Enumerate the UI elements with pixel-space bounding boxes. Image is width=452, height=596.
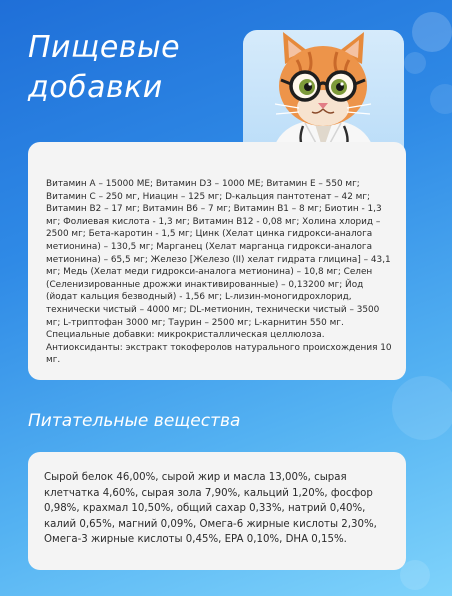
decor-bubble <box>430 84 452 114</box>
page-title-line-1: Пищевые <box>28 30 181 65</box>
supplements-panel <box>28 142 406 380</box>
supplements-text: Витамин А – 15000 МЕ; Витамин D3 – 1000 МЕ; Витамин Е – 550 мг; Витамин С – 250 мг, Ниацин – 125 мг; D-кальция пантотенат – 42 мг; Витамин В2 – 17 мг; Витамин В6 – 7 мг; Витамин В1 – 8 мг; Биотин - 1,3 мг; Фолиевая кислота - 1,3 мг; Витамин В12 - 0,08 мг; Холина хлорид – 2500 мг; Бета-каротин - 1,5 мг; Цинк (Хелат цинка гидрокси-аналога метионина) – 130,5 мг; Марганец (Хелат марганца гидрокси-аналога метионина) – 65,5 мг; Железо [Железо (II) хелат гидрата глицина] – 43,1 мг; Медь (Хелат меди гидрокси-аналога метионина) – 10,8 мг; Селен (Селенизированные дрожжи инактивированные) – 0,13200 мг; Йод (йодат кальция безводный) - 1,56 мг; L-лизин-моногидрохлорид, технически чистый – 4000 мг; DL-метионин, технически чистый – 3500 мг; L-триптофан 3000 мг; Таурин – 2500 мг; L-карнитин 550 мг. Специальные добавки: микрокристаллическая целлюлоза. Антиоксиданты: экстракт токоферолов натурального происхождения 10 мг. <box>46 179 392 366</box>
decor-bubble <box>392 376 452 440</box>
page-title-line-2: добавки <box>28 70 163 105</box>
decor-bubble <box>412 12 452 52</box>
nutrients-panel <box>28 452 406 570</box>
nutrients-heading: Питательные вещества <box>28 411 241 431</box>
page-title <box>28 28 180 108</box>
decor-bubble <box>400 560 430 590</box>
decor-bubble <box>404 52 426 74</box>
nutrients-text: Сырой белок 46,00%, сырой жир и масла 13,00%, сырая клетчатка 4,60%, сырая зола 7,90%, кальций 1,20%, фосфор 0,98%, крахмал 10,50%, общий сахар 0,33%, натрий 0,40%, калий 0,65%, магний 0,09%, Омега-6 жирные кислоты 2,30%, Омега-3 жирные кислоты 0,45%, EPA 0,10%, DHA 0,15%. <box>44 472 377 546</box>
